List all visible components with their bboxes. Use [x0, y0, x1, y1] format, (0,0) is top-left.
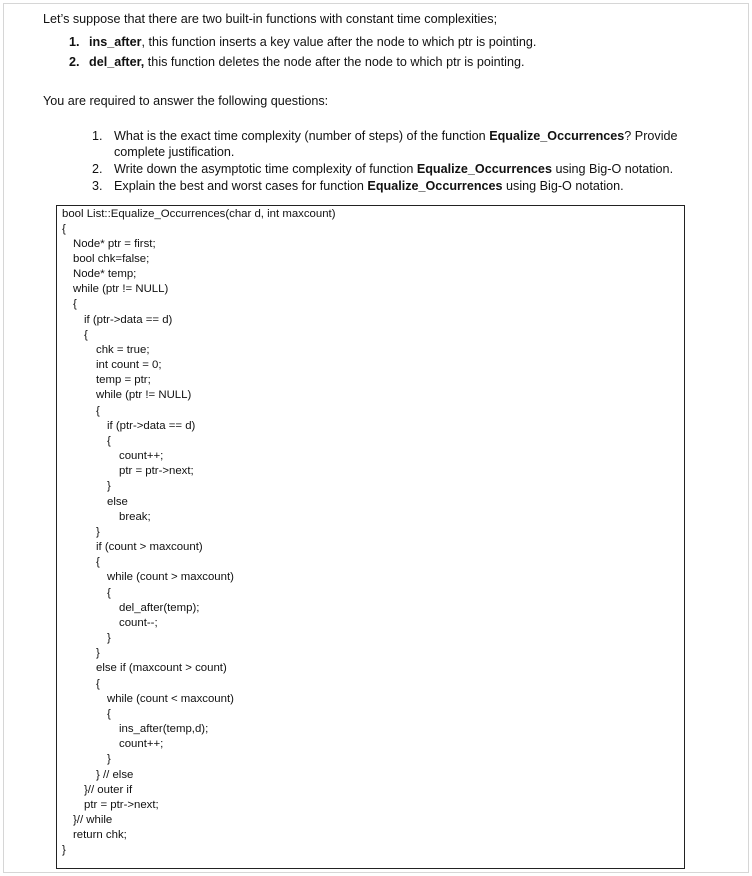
code-line: return chk; [73, 829, 127, 841]
code-line: else if (maxcount > count) [96, 662, 227, 674]
code-line: } [96, 647, 100, 659]
code-line: break; [119, 511, 151, 523]
question-item [92, 161, 692, 177]
code-line: } [96, 526, 100, 538]
code-line: while (ptr != NULL) [73, 283, 169, 295]
intro-text: Let’s suppose that there are two built-in functions with constant time complexities; [43, 12, 498, 26]
code-line: if (ptr->data == d) [84, 314, 173, 326]
question-text: ? Provide complete justification. [114, 129, 678, 159]
code-line: else [107, 496, 128, 508]
code-line: }// while [73, 814, 113, 826]
code-line: temp = ptr; [96, 374, 151, 386]
questions-intro: You are required to answer the following questions: [43, 94, 329, 108]
list-number: 2. [69, 55, 80, 69]
question-item [92, 128, 692, 160]
code-line: } [107, 480, 111, 492]
code-line: } [107, 632, 111, 644]
list-number: 1. [69, 35, 80, 49]
list-item [69, 54, 729, 71]
function-name: Equalize_Occurrences [367, 179, 503, 193]
code-line: count++; [119, 450, 164, 462]
code-line: bool chk=false; [73, 253, 150, 265]
question-item [92, 178, 692, 194]
code-line: { [96, 556, 100, 568]
code-line: while (count < maxcount) [107, 693, 234, 705]
code-line: del_after(temp); [119, 602, 200, 614]
code-line: } [107, 753, 111, 765]
code-line: { [84, 329, 88, 341]
code-line: count--; [119, 617, 158, 629]
code-line: ptr = ptr->next; [119, 465, 194, 477]
code-line: } // else [96, 769, 134, 781]
function-name: ins_after [89, 35, 142, 49]
function-name: Equalize_Occurrences [416, 162, 552, 176]
code-box [56, 205, 685, 869]
code-line: bool List::Equalize_Occurrences(char d, int maxcount) [62, 208, 336, 220]
code-line: { [96, 405, 100, 417]
questions-list [92, 128, 692, 195]
question-text: Write down the asymptotic time complexity of function [114, 162, 417, 176]
code-line: Node* ptr = first; [73, 238, 156, 250]
code-line: if (ptr->data == d) [107, 420, 196, 432]
code-line: while (count > maxcount) [107, 571, 234, 583]
question-text: using Big-O notation. [551, 162, 674, 176]
code-line: while (ptr != NULL) [96, 389, 192, 401]
code-line: } [62, 844, 66, 856]
document-page [3, 3, 749, 873]
question-text: using Big-O notation. [502, 179, 624, 193]
code-line: { [96, 678, 100, 690]
code-line: chk = true; [96, 344, 150, 356]
question-text: What is the exact time complexity (number of steps) of the function [114, 129, 490, 143]
code-line: ins_after(temp,d); [119, 723, 209, 735]
code-line: if (count > maxcount) [96, 541, 203, 553]
code-line: int count = 0; [96, 359, 162, 371]
code-line: ptr = ptr->next; [84, 799, 159, 811]
code-line: { [107, 435, 111, 447]
code-line: { [107, 708, 111, 720]
function-name: Equalize_Occurrences [489, 129, 625, 143]
code-line: { [107, 587, 111, 599]
function-name: del_after, [89, 55, 145, 69]
builtin-functions-list [69, 34, 729, 74]
question-number: 2. [92, 162, 103, 176]
question-number: 1. [92, 129, 103, 143]
code-line: { [73, 298, 77, 310]
code-line: Node* temp; [73, 268, 137, 280]
question-text: Explain the best and worst cases for function [114, 179, 368, 193]
code-line: }// outer if [84, 784, 133, 796]
code-line: count++; [119, 738, 164, 750]
question-number: 3. [92, 179, 103, 193]
list-item [69, 34, 729, 51]
function-description: , this function inserts a key value after the node to which ptr is pointing. [141, 35, 537, 49]
function-description: this function deletes the node after the node to which ptr is pointing. [144, 55, 525, 69]
code-line: { [62, 223, 66, 235]
